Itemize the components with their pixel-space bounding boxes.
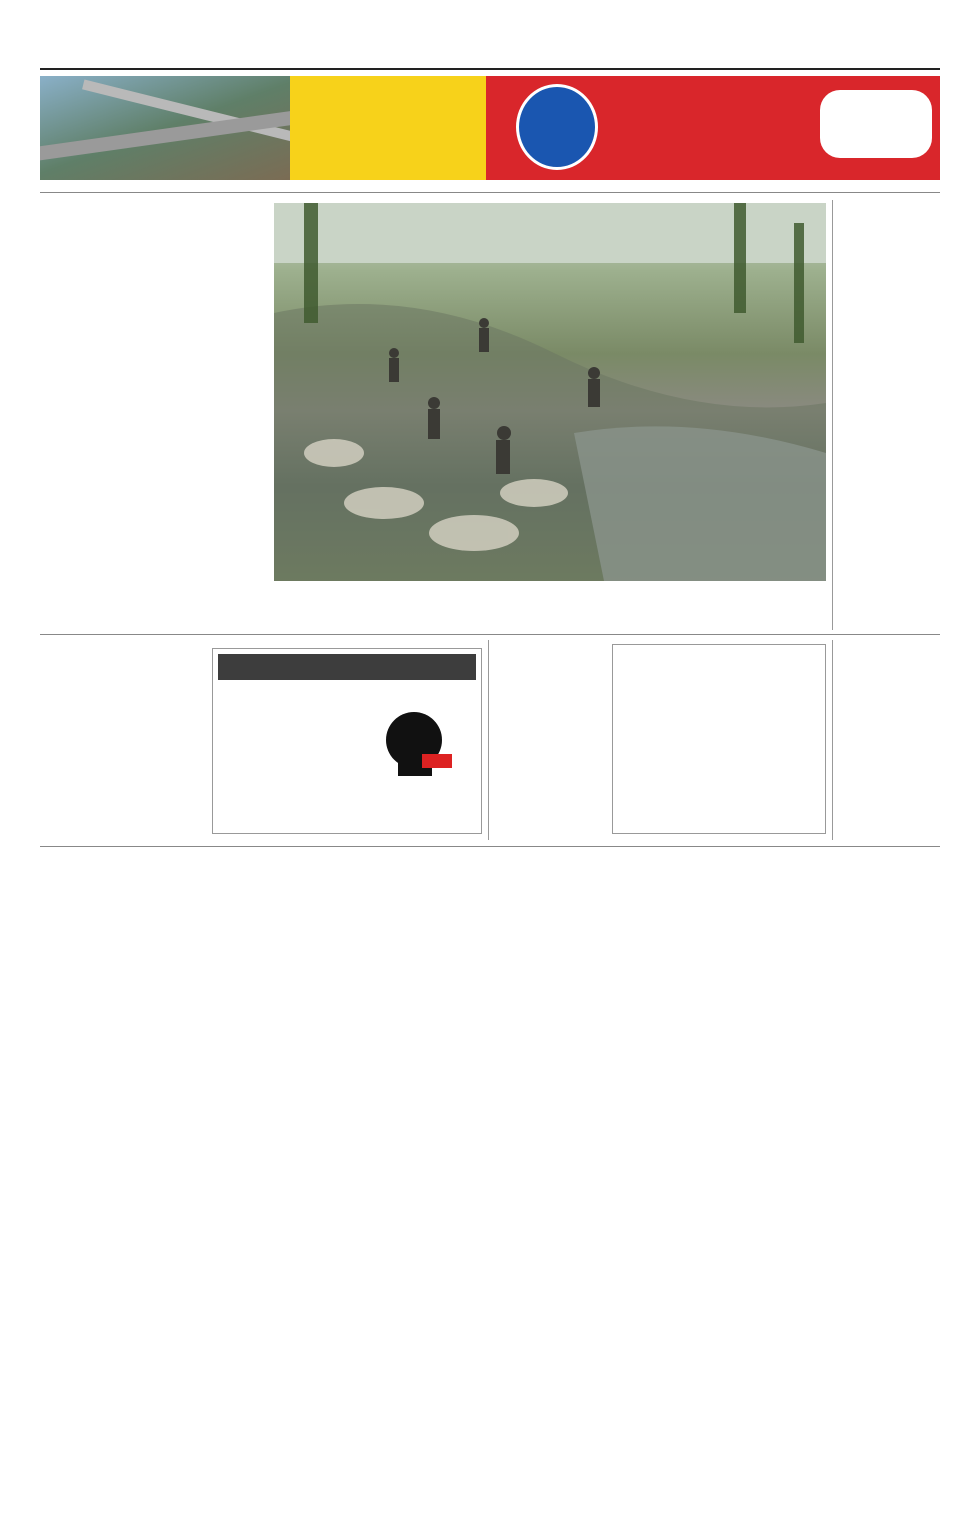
bangabandhu-banner (218, 654, 476, 680)
rifat-story (840, 202, 940, 524)
flood-photo (274, 203, 826, 581)
masthead-rule (40, 68, 940, 70)
highway-graphic (40, 107, 290, 163)
mujib-100-logo (374, 704, 474, 786)
mujib-portrait-icon (374, 704, 474, 786)
plumber-body (494, 646, 600, 762)
egypt-box (612, 644, 826, 834)
migrants-story (40, 200, 256, 468)
plumber-story (494, 640, 600, 762)
section-rule (40, 192, 940, 193)
shah-cement-logo (820, 90, 932, 158)
migrants-body (40, 206, 256, 468)
column-rule (832, 200, 833, 630)
section-rule (40, 634, 940, 635)
talkshow-body (40, 646, 202, 906)
egypt-story (618, 650, 820, 656)
bsrm-ad[interactable] (290, 76, 486, 180)
rifat-body (840, 206, 940, 524)
section-rule (40, 846, 940, 847)
bsrm-ad-photo[interactable] (40, 76, 290, 180)
flood-scene-graphic (274, 203, 826, 581)
column-rule (832, 640, 833, 840)
shah-cement-ad[interactable] (486, 76, 940, 180)
house-story (840, 642, 940, 728)
guinness-badge-icon (516, 84, 598, 170)
bangabandhu-story (218, 654, 476, 816)
talkshow-story (40, 640, 202, 906)
column-rule (488, 640, 489, 840)
house-body (840, 646, 940, 728)
